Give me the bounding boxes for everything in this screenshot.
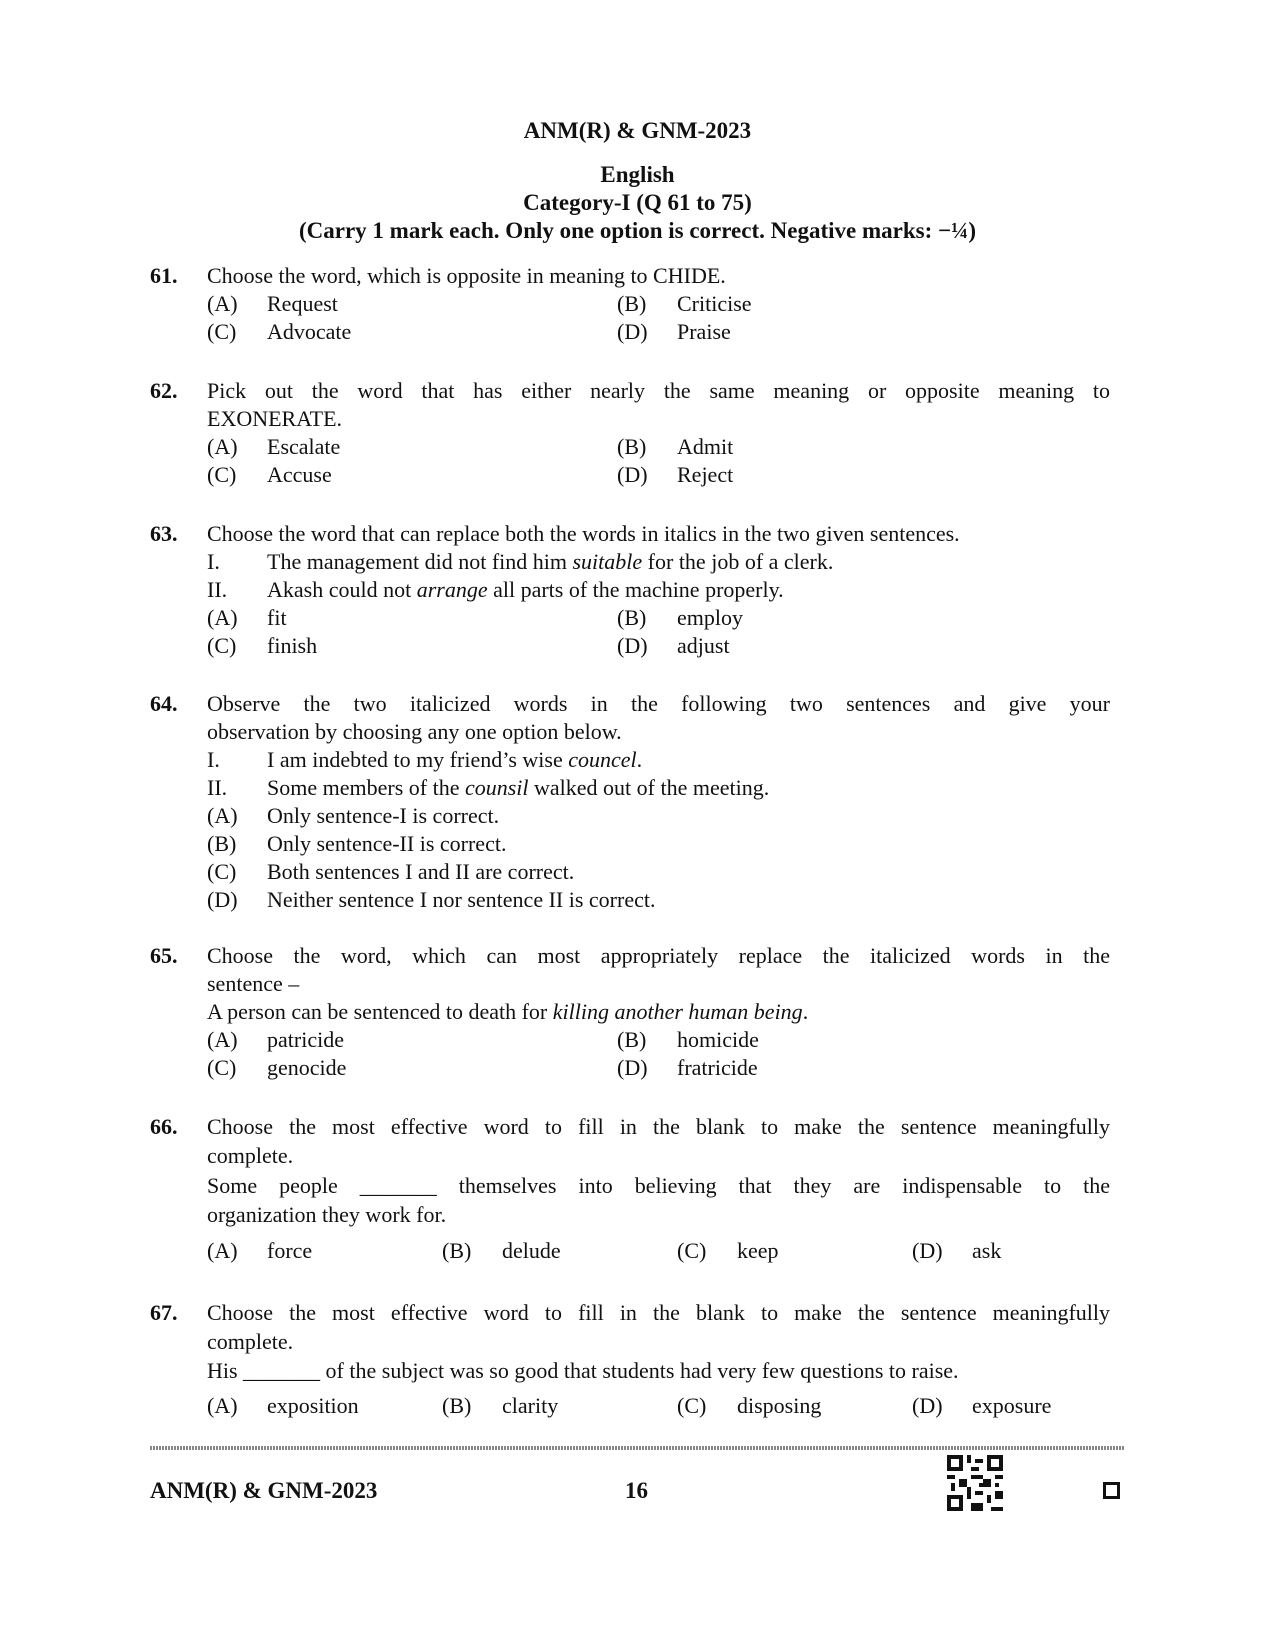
question-number: 66. bbox=[150, 1114, 178, 1139]
option-d[interactable]: (D) Praise bbox=[617, 319, 731, 344]
given-sentence: A person can be sentenced to death for killing another human being. bbox=[207, 999, 809, 1024]
question-text-cont: sentence – bbox=[207, 971, 300, 996]
option-d[interactable]: (D) adjust bbox=[617, 633, 730, 658]
option-a[interactable]: (A) patricide bbox=[207, 1027, 344, 1052]
question-number: 61. bbox=[150, 263, 178, 288]
option-d[interactable]: (D) ask bbox=[912, 1238, 1002, 1263]
question-number: 65. bbox=[150, 943, 178, 968]
given-sentence: His _______ of the subject was so good that students had very few questions to raise. bbox=[207, 1358, 959, 1383]
exam-title: ANM(R) & GNM-2023 bbox=[523, 118, 752, 143]
question-number: 62. bbox=[150, 378, 178, 403]
question-text: Choose the most effective word to fill in the blank to make the sentence meaningfully bbox=[207, 1114, 1110, 1139]
option-b[interactable]: (B) employ bbox=[617, 605, 743, 630]
option-b[interactable]: (B) homicide bbox=[617, 1027, 759, 1052]
question-text: Pick out the word that has either nearly the same meaning or opposite meaning to bbox=[207, 378, 1110, 403]
option-c[interactable]: (C) Both sentences I and II are correct. bbox=[207, 859, 575, 884]
qr-code-icon bbox=[947, 1455, 1003, 1511]
question-text-cont: complete. bbox=[207, 1329, 294, 1354]
option-a[interactable]: (A) Request bbox=[207, 291, 338, 316]
square-marker-icon bbox=[1103, 1482, 1120, 1499]
question-number: 63. bbox=[150, 521, 178, 546]
question-text: Choose the most effective word to fill in the blank to make the sentence meaningfully bbox=[207, 1300, 1110, 1325]
question-text: Choose the word, which is opposite in meaning to CHIDE. bbox=[207, 263, 726, 288]
page-number: 16 bbox=[625, 1478, 648, 1503]
footer-exam-title: ANM(R) & GNM-2023 bbox=[150, 1478, 378, 1503]
option-d[interactable]: (D) Neither sentence I nor sentence II is correct. bbox=[207, 887, 656, 912]
option-c[interactable]: (C) disposing bbox=[677, 1393, 822, 1418]
option-c[interactable]: (C) keep bbox=[677, 1238, 779, 1263]
option-b[interactable]: (B) Criticise bbox=[617, 291, 752, 316]
option-c[interactable]: (C) Accuse bbox=[207, 462, 332, 487]
option-a[interactable]: (A) exposition bbox=[207, 1393, 359, 1418]
option-b[interactable]: (B) Admit bbox=[617, 434, 734, 459]
question-text-cont: complete. bbox=[207, 1143, 294, 1168]
option-c[interactable]: (C) Advocate bbox=[207, 319, 352, 344]
question-text: Observe the two italicized words in the following two sentences and give your bbox=[207, 691, 1110, 716]
question-text: Choose the word, which can most appropriately replace the italicized words in the bbox=[207, 943, 1110, 968]
option-d[interactable]: (D) exposure bbox=[912, 1393, 1052, 1418]
sentence-1: I. I am indebted to my friend’s wise councel. bbox=[207, 747, 643, 772]
sentence-1: I. The management did not find him suitable for the job of a clerk. bbox=[207, 549, 834, 574]
option-c[interactable]: (C) finish bbox=[207, 633, 318, 658]
question-number: 67. bbox=[150, 1300, 178, 1325]
sentence-2: II. Some members of the counsil walked out of the meeting. bbox=[207, 775, 770, 800]
option-c[interactable]: (C) genocide bbox=[207, 1055, 347, 1080]
option-a[interactable]: (A) Escalate bbox=[207, 434, 341, 459]
option-a[interactable]: (A) force bbox=[207, 1238, 313, 1263]
given-sentence: Some people _______ themselves into believing that they are indispensable to the bbox=[207, 1173, 1110, 1198]
option-b[interactable]: (B) Only sentence-II is correct. bbox=[207, 831, 507, 856]
marking-instructions: (Carry 1 mark each. Only one option is correct. Negative marks: −¼) bbox=[299, 218, 976, 243]
question-text-cont: EXONERATE. bbox=[207, 406, 343, 431]
subject-title: English bbox=[600, 162, 675, 187]
option-d[interactable]: (D) Reject bbox=[617, 462, 734, 487]
category-title: Category-I (Q 61 to 75) bbox=[523, 190, 752, 215]
sentence-2: II. Akash could not arrange all parts of the machine properly. bbox=[207, 577, 784, 602]
question-text-cont: observation by choosing any one option below. bbox=[207, 719, 622, 744]
option-d[interactable]: (D) fratricide bbox=[617, 1055, 758, 1080]
option-b[interactable]: (B) clarity bbox=[442, 1393, 559, 1418]
option-a[interactable]: (A) fit bbox=[207, 605, 287, 630]
confidential-strip bbox=[150, 1446, 1125, 1450]
option-b[interactable]: (B) delude bbox=[442, 1238, 561, 1263]
question-text: Choose the word that can replace both the words in italics in the two given sentences. bbox=[207, 521, 960, 546]
option-a[interactable]: (A) Only sentence-I is correct. bbox=[207, 803, 500, 828]
given-sentence-cont: organization they work for. bbox=[207, 1202, 447, 1227]
question-number: 64. bbox=[150, 691, 178, 716]
